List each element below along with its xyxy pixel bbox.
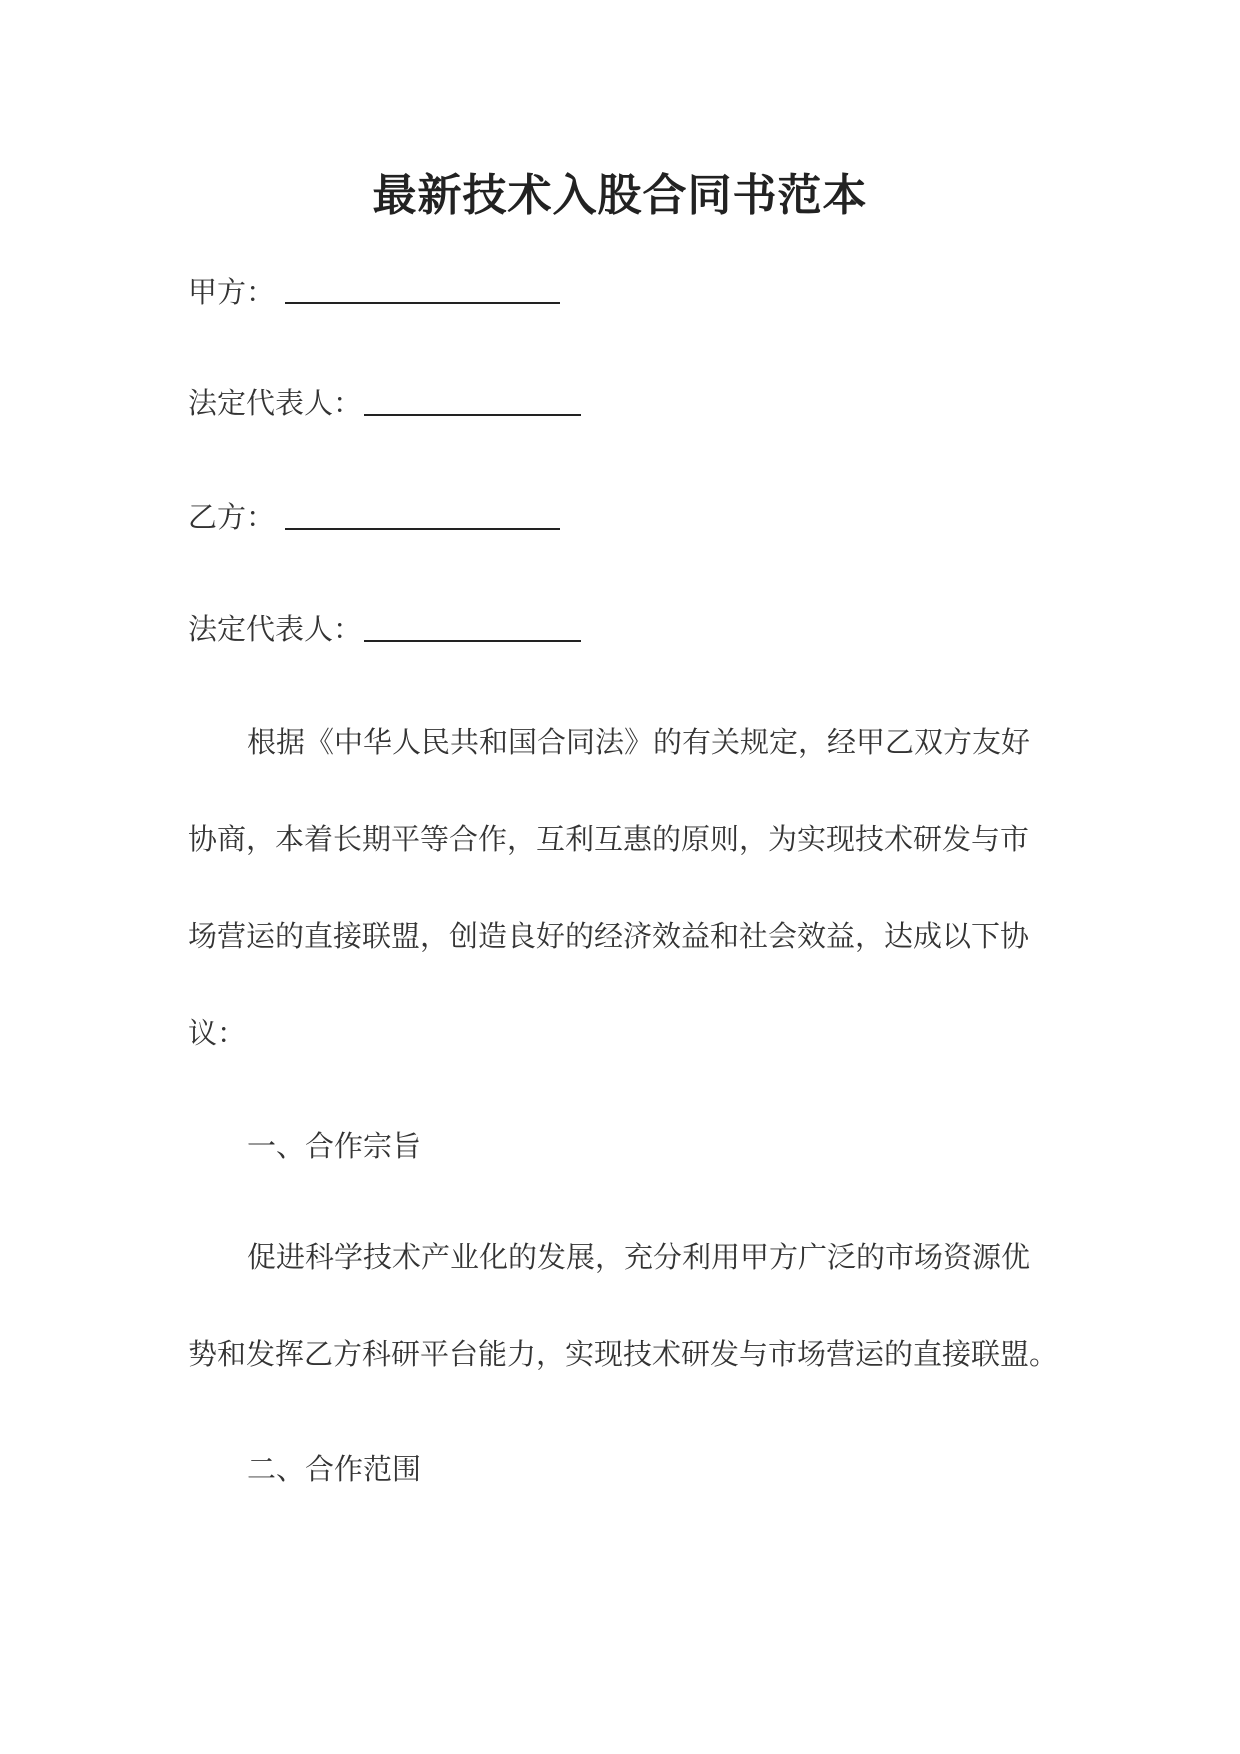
- preamble-line-2: 协商，本着长期平等合作，互利互惠的原则，为实现技术研发与市: [188, 822, 1030, 856]
- party-a-representative-label: 法定代表人：: [188, 386, 363, 420]
- party-b-representative-field: [188, 609, 362, 649]
- party-b-label: 乙方：: [188, 500, 276, 534]
- preamble-line-1: 根据《中华人民共和国合同法》的有关规定，经甲乙双方友好: [247, 725, 1031, 759]
- preamble-line-3: 场营运的直接联盟，创造良好的经济效益和社会效益，达成以下协: [188, 919, 1030, 953]
- party-a-blank-line: [285, 302, 560, 304]
- party-b-field: [188, 497, 275, 537]
- section-2-heading: 二、合作范围: [247, 1452, 422, 1486]
- preamble-line-4: 议：: [188, 1016, 247, 1050]
- party-a-representative-field: [188, 383, 362, 423]
- party-a-field: [188, 272, 275, 312]
- party-b-representative-label: 法定代表人：: [188, 612, 363, 646]
- section-1-line-2: 势和发挥乙方科研平台能力，实现技术研发与市场营运的直接联盟。: [188, 1337, 1059, 1371]
- party-b-blank-line: [285, 528, 560, 530]
- section-1-line-1: 促进科学技术产业化的发展，充分利用甲方广泛的市场资源优: [247, 1240, 1031, 1274]
- document-title: 最新技术入股合同书范本: [372, 170, 868, 221]
- party-a-representative-blank-line: [364, 414, 581, 416]
- party-a-label: 甲方：: [188, 275, 276, 309]
- section-1-heading: 一、合作宗旨: [247, 1129, 422, 1163]
- party-b-representative-blank-line: [364, 640, 581, 642]
